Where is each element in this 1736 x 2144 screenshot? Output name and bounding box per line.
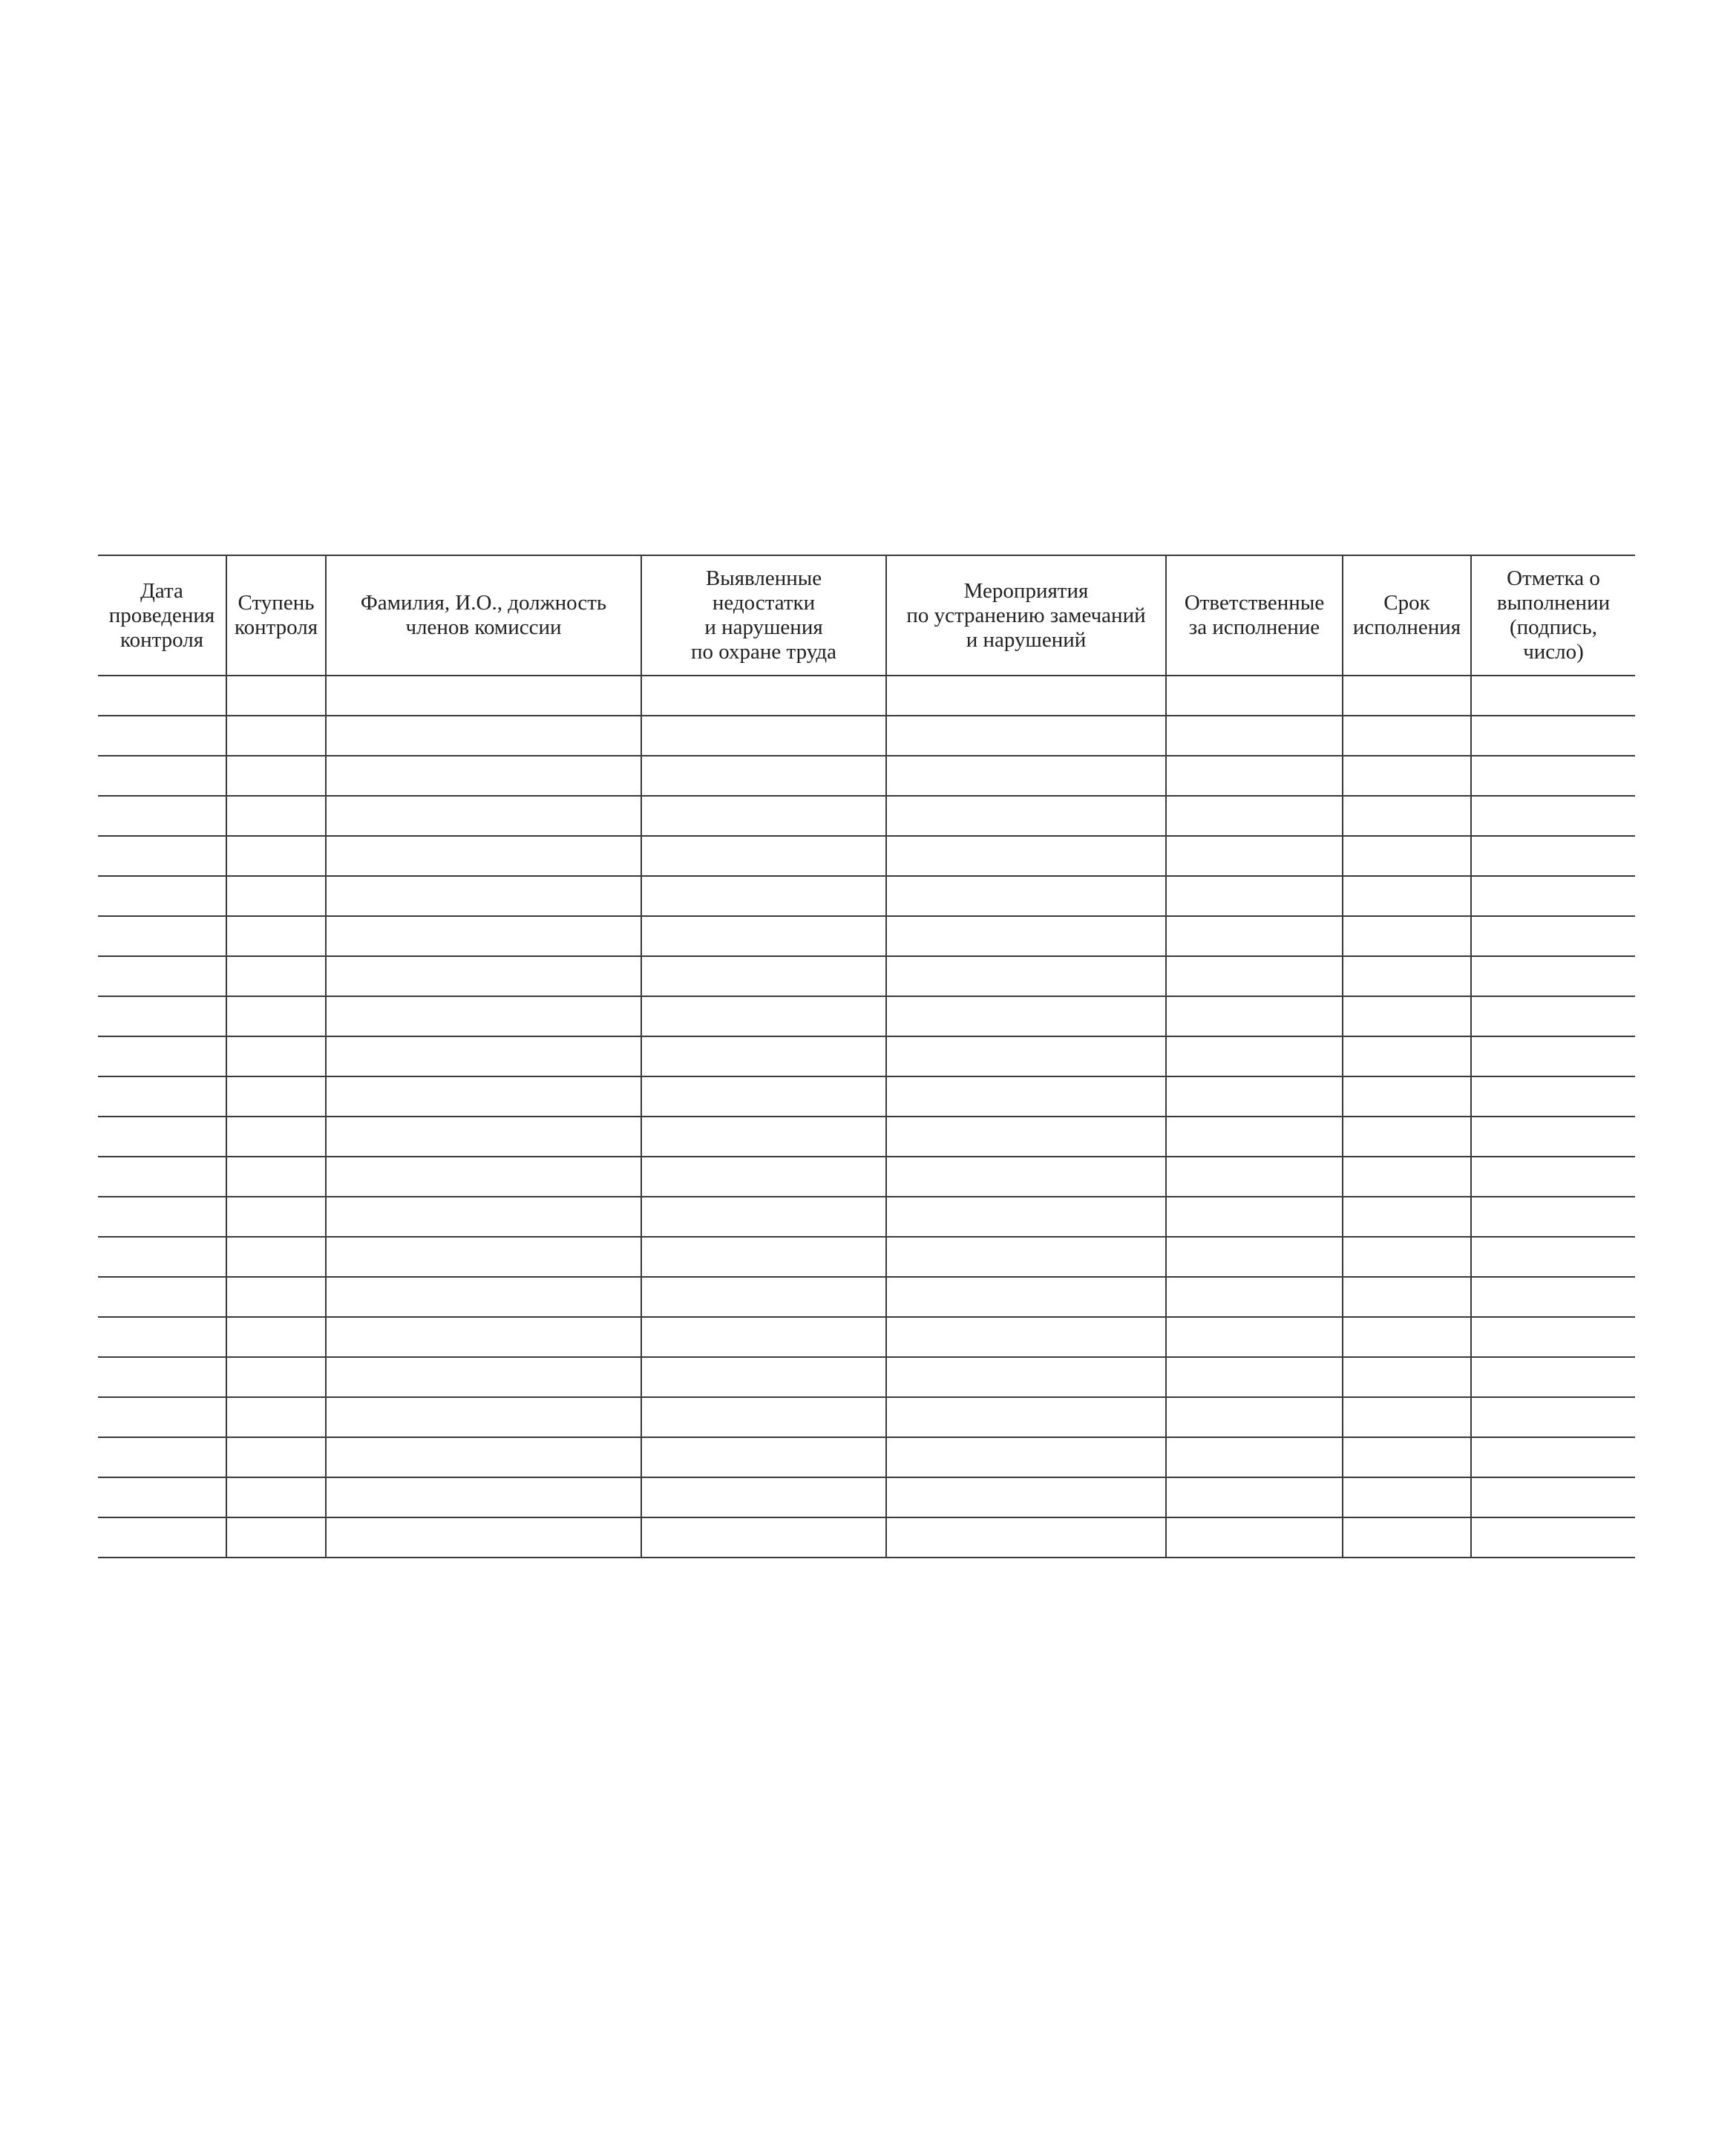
table-body [98,676,1635,1558]
table-cell [326,1237,641,1277]
table-cell [641,1357,886,1397]
table-cell [641,956,886,996]
table-cell [98,1437,226,1477]
table-cell [641,1517,886,1558]
table-cell [1166,916,1343,956]
table-cell [1166,1517,1343,1558]
table-cell [226,1317,326,1357]
table-cell [1343,1317,1471,1357]
table-cell [226,756,326,796]
table-cell [641,796,886,836]
table-cell [326,1397,641,1437]
table-cell [1166,676,1343,716]
table-cell [326,1076,641,1117]
table-row [98,676,1635,716]
table-cell [98,1397,226,1437]
table-cell [1471,996,1635,1036]
table-cell [326,876,641,916]
header-deadline: Срок исполнения [1343,555,1471,676]
table-row [98,1197,1635,1237]
table-cell [1343,756,1471,796]
table-cell [886,1157,1166,1197]
table-cell [98,1277,226,1317]
table-cell [886,1117,1166,1157]
table-cell [641,1117,886,1157]
table-cell [226,1357,326,1397]
table-cell [1471,956,1635,996]
table-cell [1343,1517,1471,1558]
table-cell [1166,996,1343,1036]
table-cell [641,1076,886,1117]
table-cell [1166,1437,1343,1477]
table-cell [98,756,226,796]
table-cell [1471,756,1635,796]
table-cell [226,1197,326,1237]
table-cell [1343,716,1471,756]
table-cell [1343,1076,1471,1117]
table-cell [641,1197,886,1237]
table-cell [886,1277,1166,1317]
table-cell [98,1237,226,1277]
table-cell [641,996,886,1036]
table-cell [326,1357,641,1397]
table-cell [1471,1157,1635,1197]
table-cell [641,1157,886,1197]
table-cell [641,1277,886,1317]
header-completion-mark: Отметка о выполнении (подпись, число) [1471,555,1635,676]
table-cell [1471,1036,1635,1076]
table-cell [641,916,886,956]
table-cell [1343,1036,1471,1076]
table-cell [1471,1117,1635,1157]
table-cell [641,836,886,876]
table-cell [1471,1317,1635,1357]
table-cell [1471,1237,1635,1277]
table-cell [641,876,886,916]
table-cell [326,836,641,876]
table-cell [641,1237,886,1277]
table-row [98,1517,1635,1558]
table-cell [1471,676,1635,716]
table-cell [886,1076,1166,1117]
table-cell [326,1517,641,1558]
table-cell [1471,796,1635,836]
table-cell [326,1036,641,1076]
table-cell [886,796,1166,836]
table-cell [98,1117,226,1157]
table-cell [886,1397,1166,1437]
table-cell [1343,1237,1471,1277]
table-cell [1166,716,1343,756]
table-cell [326,1197,641,1237]
table-cell [886,716,1166,756]
table-cell [1343,796,1471,836]
header-commission-members: Фамилия, И.О., должность членов комиссии [326,555,641,676]
table-cell [1471,916,1635,956]
table-cell [226,796,326,836]
table-cell [1343,916,1471,956]
table-cell [98,916,226,956]
table-cell [98,1357,226,1397]
table-cell [1166,1357,1343,1397]
table-cell [641,716,886,756]
table-cell [886,956,1166,996]
table-cell [326,916,641,956]
table-cell [326,1477,641,1517]
table-cell [1343,676,1471,716]
table-row [98,756,1635,796]
table-cell [98,1076,226,1117]
table-cell [1166,1477,1343,1517]
table-cell [1343,1157,1471,1197]
table-cell [1471,1076,1635,1117]
table-cell [98,876,226,916]
table-cell [98,716,226,756]
table-row [98,796,1635,836]
table-cell [1471,1277,1635,1317]
table-cell [1166,796,1343,836]
table-cell [98,956,226,996]
table-cell [226,1237,326,1277]
table-row [98,1397,1635,1437]
table-cell [326,796,641,836]
table-cell [98,836,226,876]
table-row [98,716,1635,756]
table-cell [226,1517,326,1558]
table-row [98,1157,1635,1197]
table-cell [1166,956,1343,996]
table-row [98,1237,1635,1277]
table-cell [1166,876,1343,916]
table-cell [641,1437,886,1477]
table-cell [326,1117,641,1157]
table-cell [886,1357,1166,1397]
table-cell [1343,1117,1471,1157]
table-cell [1166,1317,1343,1357]
table-cell [1166,1157,1343,1197]
table-cell [226,676,326,716]
table-cell [1343,1357,1471,1397]
table-cell [226,1117,326,1157]
table-cell [1166,1237,1343,1277]
table-cell [1471,876,1635,916]
table-cell [326,1277,641,1317]
table-cell [886,916,1166,956]
table-cell [226,1157,326,1197]
table-row [98,836,1635,876]
table-cell [1343,1197,1471,1237]
table-cell [886,1477,1166,1517]
table-cell [98,996,226,1036]
table-cell [1343,1437,1471,1477]
header-responsible-persons: Ответственные за исполнение [1166,555,1343,676]
table-cell [641,676,886,716]
table-cell [1343,1477,1471,1517]
table-cell [1166,836,1343,876]
header-detected-violations: Выявленные недостатки и нарушения по охране труда [641,555,886,676]
table-cell [1343,956,1471,996]
table-cell [1343,876,1471,916]
table-cell [1471,1517,1635,1558]
table-cell [326,1317,641,1357]
table-cell [1166,756,1343,796]
table-cell [326,996,641,1036]
table-cell [641,1477,886,1517]
table-cell [1166,1277,1343,1317]
table-cell [326,716,641,756]
table-cell [98,796,226,836]
inspection-journal-table [98,555,1635,1558]
table-cell [226,1437,326,1477]
table-row [98,1277,1635,1317]
table-cell [641,756,886,796]
table-cell [886,1197,1166,1237]
table-cell [326,1437,641,1477]
table-cell [226,836,326,876]
table-cell [98,676,226,716]
table-cell [326,1157,641,1197]
table-row [98,996,1635,1036]
table-cell [1343,836,1471,876]
table-cell [326,756,641,796]
table-cell [886,1517,1166,1558]
header-corrective-measures: Мероприятия по устранению замечаний и нарушений [886,555,1166,676]
table-cell [886,876,1166,916]
table-cell [886,996,1166,1036]
table-cell [226,1076,326,1117]
table-cell [1471,1397,1635,1437]
table-row [98,1036,1635,1076]
table-row [98,1117,1635,1157]
table-cell [226,716,326,756]
table-row [98,956,1635,996]
table-cell [886,1237,1166,1277]
table-cell [98,1197,226,1237]
table-cell [641,1317,886,1357]
table-cell [1343,1277,1471,1317]
table-cell [226,1277,326,1317]
table-cell [98,1036,226,1076]
table-cell [886,676,1166,716]
table-cell [98,1477,226,1517]
table-cell [1471,1477,1635,1517]
table-cell [1471,1437,1635,1477]
table-cell [1343,1397,1471,1437]
table-cell [1166,1036,1343,1076]
table-cell [1471,1357,1635,1397]
table-cell [1471,836,1635,876]
table-cell [641,1397,886,1437]
table-row [98,1317,1635,1357]
table-cell [886,756,1166,796]
table-cell [98,1317,226,1357]
table-row [98,1076,1635,1117]
header-inspection-date: Дата проведения контроля [98,555,226,676]
table-row [98,876,1635,916]
table-cell [98,1157,226,1197]
header-control-level: Ступень контроля [226,555,326,676]
table-cell [226,996,326,1036]
table-cell [226,1397,326,1437]
table-cell [226,1477,326,1517]
table-cell [1166,1197,1343,1237]
table-cell [226,956,326,996]
table-cell [1471,1197,1635,1237]
table-cell [226,876,326,916]
table-cell [1471,716,1635,756]
table-cell [886,1437,1166,1477]
table-cell [886,836,1166,876]
table-row [98,916,1635,956]
table-cell [1166,1397,1343,1437]
table-cell [326,676,641,716]
table-row [98,1437,1635,1477]
table-cell [1166,1076,1343,1117]
table-cell [1166,1117,1343,1157]
table-cell [226,916,326,956]
table-cell [886,1036,1166,1076]
table-cell [886,1317,1166,1357]
table-header-row [98,555,1635,676]
table-cell [226,1036,326,1076]
table-row [98,1477,1635,1517]
table-cell [98,1517,226,1558]
table-cell [1343,996,1471,1036]
table-row [98,1357,1635,1397]
table-cell [641,1036,886,1076]
table-cell [326,956,641,996]
